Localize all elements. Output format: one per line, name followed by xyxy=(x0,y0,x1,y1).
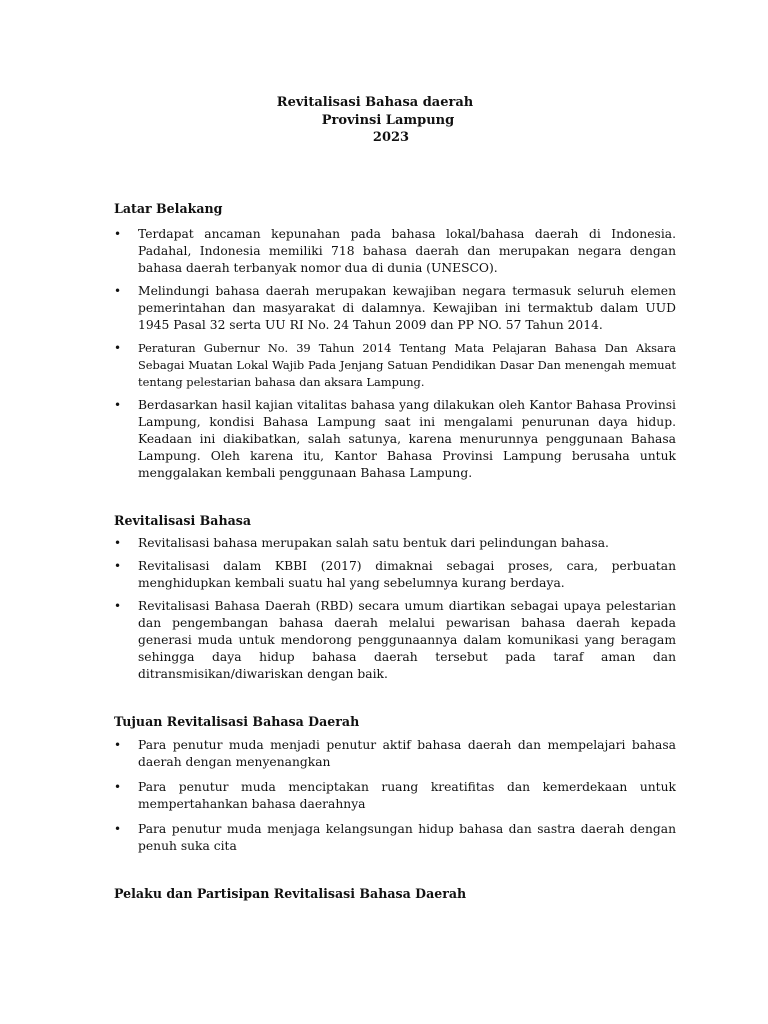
bullet-icon: • xyxy=(114,822,122,836)
bullet-list xyxy=(114,535,676,683)
list-item xyxy=(114,821,676,855)
list-item xyxy=(114,226,676,277)
bullet-icon: • xyxy=(114,536,122,550)
list-item-text: Para penutur muda menjadi penutur aktif bahasa daerah dan mempelajari bahasa daerah dengan menyenangkan xyxy=(138,738,676,769)
bullet-icon: • xyxy=(114,341,122,355)
bullet-icon: • xyxy=(114,738,122,752)
bullet-icon: • xyxy=(114,398,122,412)
list-item xyxy=(114,737,676,771)
list-item xyxy=(114,779,676,813)
title-line-3: 2023 xyxy=(372,130,410,145)
list-item xyxy=(114,340,676,391)
bullet-icon: • xyxy=(114,599,122,613)
bullet-icon: • xyxy=(114,559,122,573)
list-item-text: Melindungi bahasa daerah merupakan kewajiban negara termasuk seluruh elemen pemerintahan dan masyarakat di dalamnya. Kewajiban ini termaktub dalam UUD 1945 Pasal 32 serta UU RI No. 24 Tahun 2009 dan PP NO. 57 Tahun 2014. xyxy=(138,284,676,332)
section-revitalisasi-bahasa xyxy=(114,512,676,683)
bullet-icon: • xyxy=(114,227,122,241)
list-item-text: Para penutur muda menjaga kelangsungan hidup bahasa dan sastra daerah dengan penuh suka cita xyxy=(138,822,676,853)
list-item-text: Terdapat ancaman kepunahan pada bahasa lokal/bahasa daerah di Indonesia. Padahal, Indonesia memiliki 718 bahasa daerah dan merupakan negara dengan bahasa daerah terbanyak nomor dua di dunia (UNESCO). xyxy=(138,227,676,275)
section-latar-belakang xyxy=(114,200,676,482)
section-tujuan-revitalisasi xyxy=(114,713,676,855)
list-item-text: Peraturan Gubernur No. 39 Tahun 2014 Tentang Mata Pelajaran Bahasa Dan Aksara Sebagai Muatan Lokal Wajib Pada Jenjang Satuan Pendidikan Dasar Dan menengah memuat tentang pelestarian bahasa dan aksara Lampung. xyxy=(138,341,676,389)
list-item-text: Revitalisasi Bahasa Daerah (RBD) secara umum diartikan sebagai upaya pelestarian dan pengembangan bahasa daerah melalui pewarisan bahasa daerah kepada generasi muda untuk mendorong penggunaannya dalam komunikasi yang beragam sehingga daya hidup bahasa daerah tersebut pada taraf aman dan ditransmisikan/diwariskan dengan baik. xyxy=(138,599,676,681)
bullet-icon: • xyxy=(114,780,122,794)
list-item-text: Para penutur muda menciptakan ruang kreatifitas dan kemerdekaan untuk mempertahankan bahasa daerahnya xyxy=(138,780,676,811)
list-item xyxy=(114,397,676,482)
section-pelaku-partisipan xyxy=(114,885,676,902)
list-item-text: Revitalisasi dalam KBBI (2017) dimaknai sebagai proses, cara, perbuatan menghidupkan kembali suatu hal yang sebelumnya kurang berdaya. xyxy=(138,559,676,590)
list-item xyxy=(114,558,676,592)
section-heading: Pelaku dan Partisipan Revitalisasi Bahasa Daerah xyxy=(114,886,467,901)
section-heading: Revitalisasi Bahasa xyxy=(114,513,252,528)
list-item xyxy=(114,598,676,683)
title-line-2: Provinsi Lampung xyxy=(321,112,455,128)
document-title xyxy=(0,94,768,147)
section-heading: Tujuan Revitalisasi Bahasa Daerah xyxy=(114,714,360,729)
list-item-text: Berdasarkan hasil kajian vitalitas bahasa yang dilakukan oleh Kantor Bahasa Provinsi Lampung, kondisi Bahasa Lampung saat ini mengalami penurunan daya hidup. Keadaan ini diakibatkan, salah satunya, karena menurunnya penggunaan Bahasa Lampung. Oleh karena itu, Kantor Bahasa Provinsi Lampung berusaha untuk menggalakan kembali penggunaan Bahasa Lampung. xyxy=(138,398,676,480)
list-item xyxy=(114,535,676,552)
title-line-1: Revitalisasi Bahasa daerah xyxy=(276,95,474,110)
bullet-list xyxy=(114,737,676,855)
list-item xyxy=(114,283,676,334)
bullet-list xyxy=(114,226,676,482)
document-body xyxy=(114,200,676,902)
section-heading: Latar Belakang xyxy=(114,201,223,216)
bullet-icon: • xyxy=(114,284,122,298)
list-item-text: Revitalisasi bahasa merupakan salah satu bentuk dari pelindungan bahasa. xyxy=(138,536,609,550)
